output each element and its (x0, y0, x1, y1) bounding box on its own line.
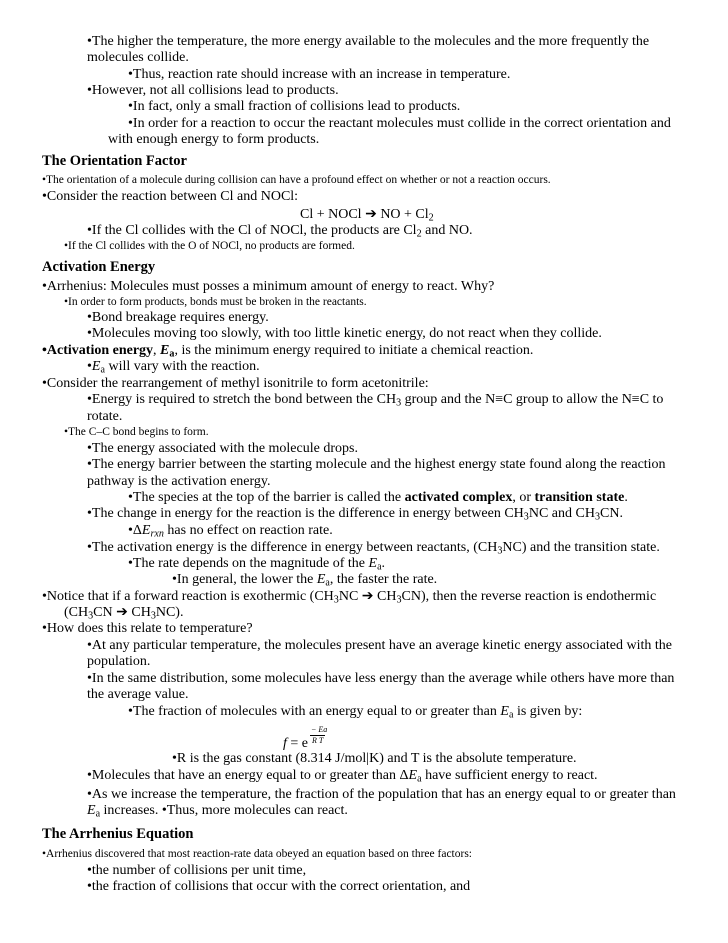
activation-line-24: population. (87, 654, 151, 669)
activation-line-21: ($CH_3CN$ ➔ $CH_3NC$). (64, 605, 184, 622)
arrow-icon: ➔ (116, 605, 128, 620)
intro-line-5: •In fact, only a small fraction of collisions lead to products. (128, 99, 461, 114)
activation-line-26: the average value. (87, 687, 189, 702)
orientation-line-3: •If the Cl collides with the Cl of NOCl, the products are $Cl_2$ and NO. (87, 223, 473, 240)
intro-line-6: •In order for a reaction to occur the reactant molecules must collide in the correct orientation and (128, 116, 671, 131)
activation-line-25: •In the same distribution, some molecules have less energy than the average while others have more than (87, 671, 675, 686)
orientation-line-1: •The orientation of a molecule during collision can have a profound effect on whether or not a reaction occurs. (42, 174, 551, 186)
activation-line-29: •Molecules that have an energy equal to or greater than $\Delta E_a$ have sufficient energy to react. (87, 768, 598, 785)
activation-line-15: •The change in energy for the reaction is the difference in energy between $CH_3NC$ and $CH_3CN$. (87, 506, 623, 523)
activation-line-16: $•\Delta E_{rxn}$ has no effect on reaction rate. (128, 523, 333, 540)
activation-line-31: $E_a$ increases. •Thus, more molecules can react. (87, 803, 348, 820)
intro-line-4: •However, not all collisions lead to products. (87, 83, 339, 98)
intro-line-2: molecules collide. (87, 50, 189, 65)
activation-line-30: •As we increase the temperature, the fraction of the population that has an energy equal to or greater than (87, 787, 676, 802)
arrhenius-line-3: •the fraction of collisions that occur with the correct orientation, and (87, 879, 471, 894)
orientation-line-4: •If the Cl collides with the O of NOCl, no products are formed. (64, 240, 355, 252)
activation-line-9: rotate. (87, 409, 123, 424)
activation-line-10: •The C–C bond begins to form. (64, 426, 209, 438)
intro-line-3: •Thus, reaction rate should increase with an increase in temperature. (128, 67, 511, 82)
section-heading-orientation: The Orientation Factor (42, 153, 187, 169)
arrow-icon: ➔ (361, 589, 374, 604)
activation-line-3: •Bond breakage requires energy. (87, 310, 269, 325)
arrow-icon: ➔ (365, 207, 377, 222)
orientation-line-2: •Consider the reaction between Cl and NOCl: (42, 189, 299, 204)
arrhenius-line-1: •Arrhenius discovered that most reaction-rate data obeyed an equation based on three factors: (42, 848, 472, 860)
equation-cl-nocl: Cl + NOCl ➔ NO + $Cl_2$ (300, 207, 434, 224)
formula-fraction: f = e (283, 736, 308, 751)
section-heading-activation: Activation Energy (42, 259, 156, 275)
activation-line-6: $•E_a$ will vary with the reaction. (87, 359, 260, 376)
activation-line-1: •Arrhenius: Molecules must posses a minimum amount of energy to react. Why? (42, 279, 495, 294)
arrhenius-line-2: •the number of collisions per unit time, (87, 863, 307, 878)
activation-line-8: •Energy is required to stretch the bond between the $CH_3$ group and the N≡C group to allow the N≡C to (87, 392, 664, 409)
activation-line-14: •The species at the top of the barrier is called the activated complex, or transition state. (128, 490, 628, 505)
activation-line-28: •R is the gas constant (8.314 J/mol|K) and T is the absolute temperature. (172, 751, 577, 766)
intro-line-1: •The higher the temperature, the more energy available to the molecules and the more frequently the (87, 34, 650, 49)
activation-line-23: •At any particular temperature, the molecules present have an average kinetic energy associated with the (87, 638, 673, 653)
intro-line-7: with enough energy to form products. (108, 132, 320, 147)
activation-line-12: •The energy barrier between the starting molecule and the highest energy state found along the reaction (87, 457, 666, 472)
activation-line-2: •In order to form products, bonds must be broken in the reactants. (64, 296, 367, 308)
activation-line-17: •The activation energy is the difference in energy between reactants, $(CH_3NC)$ and the transition state. (87, 540, 660, 557)
section-heading-arrhenius: The Arrhenius Equation (42, 826, 194, 842)
activation-line-22: •How does this relate to temperature? (42, 621, 253, 636)
activation-line-5: •Activation energy, $E_a$, is the minimum energy required to initiate a chemical reaction. (42, 343, 534, 360)
activation-line-20: •Notice that if a forward reaction is exothermic ($CH_3NC$ ➔ $CH_3CN$), then the reverse reaction is endothermic (42, 589, 657, 606)
activation-line-27: •The fraction of molecules with an energy equal to or greater than $E_a$ is given by: (128, 704, 583, 721)
activation-line-19: •In general, the lower the $E_a$, the faster the rate. (172, 572, 438, 589)
formula-exponent-numerator: − Ea (311, 725, 328, 734)
activation-line-18: •The rate depends on the magnitude of the $E_a$. (128, 556, 386, 573)
activation-line-4: •Molecules moving too slowly, with too little kinetic energy, do not react when they collide. (87, 326, 602, 341)
activation-line-13: pathway is the activation energy. (87, 474, 271, 489)
formula-exponent-denominator: R T (312, 736, 324, 745)
activation-line-7: •Consider the rearrangement of methyl isonitrile to form acetonitrile: (42, 376, 429, 391)
activation-line-11: •The energy associated with the molecule drops. (87, 441, 358, 456)
